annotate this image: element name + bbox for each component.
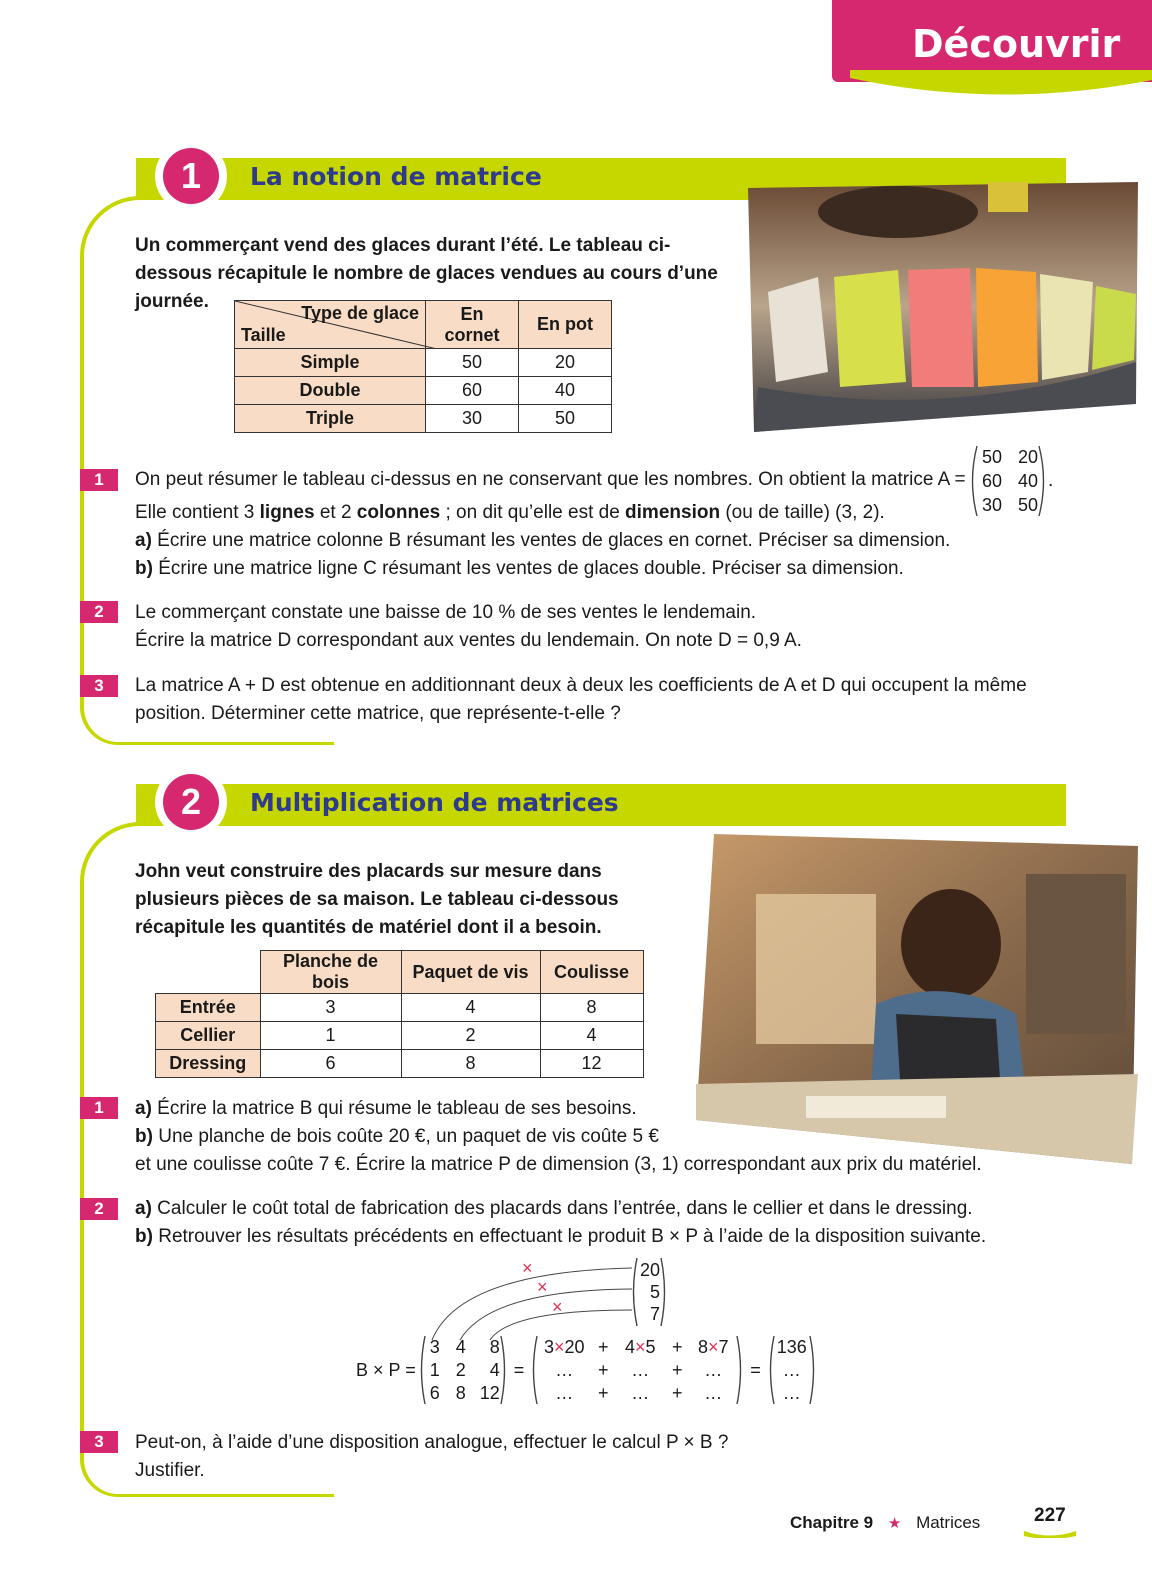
matrix-cell: 1 — [429, 1359, 440, 1380]
table-cell: 6 — [260, 1050, 401, 1078]
table-row — [156, 1022, 644, 1050]
footer-chapter — [790, 1513, 980, 1533]
section1-number-badge — [155, 140, 227, 212]
sub-text: Écrire une matrice ligne C résumant les ventes de glaces double. Préciser sa dimension. — [152, 558, 904, 579]
header-tab-title: Découvrir — [912, 22, 1121, 66]
section2-title: Multiplication de matrices — [250, 788, 619, 817]
empty-corner — [156, 951, 261, 994]
sub-label: b) — [135, 1126, 153, 1147]
s2-q2-b — [135, 1223, 1075, 1251]
chapter-label: Chapitre 9 — [790, 1513, 874, 1532]
equals-sign: = — [750, 1359, 761, 1380]
section2-number-badge — [155, 766, 227, 838]
text-run: (ou de taille) (3, 2). — [720, 502, 885, 523]
table-cell: 4 — [401, 994, 540, 1022]
sub-label: a) — [135, 530, 152, 551]
table-cell: 20 — [519, 349, 612, 377]
row-header: Dressing — [156, 1050, 261, 1078]
table-cell: 12 — [540, 1050, 643, 1078]
times-mark: × — [552, 1297, 563, 1317]
s1-q1-line2 — [135, 499, 1075, 527]
factor: 20 — [564, 1336, 585, 1357]
matrix-left-paren — [767, 1334, 775, 1406]
matrix-right-paren — [500, 1334, 508, 1406]
s1-q2-line1: Le commerçant constate une baisse de 10 % de ses ventes le lendemain. — [135, 602, 757, 623]
s1-q3-text: La matrice A + D est obtenue en additionnant deux à deux les coefficients de A et D qui occupent la même position. Déterminer cette matrice, que représente-t-elle ? — [135, 675, 1027, 724]
question-number: 2 — [80, 601, 118, 623]
product-equation — [356, 1334, 817, 1406]
plus: + — [671, 1336, 683, 1357]
dots: … — [631, 1382, 650, 1403]
page-number: 227 — [1034, 1505, 1066, 1526]
matrix-cell: 30 — [981, 495, 1002, 515]
s2-q2-a — [135, 1195, 1075, 1223]
plus: + — [671, 1382, 683, 1403]
corner-top-label: Type de glace — [301, 303, 419, 323]
table-cell: 50 — [426, 349, 519, 377]
corner-bottom-label: Taille — [241, 325, 286, 345]
question-number: 1 — [80, 469, 118, 491]
section2-number: 2 — [163, 774, 219, 830]
times-mark: × — [707, 1336, 719, 1357]
row-header: Cellier — [156, 1022, 261, 1050]
sub-text: Une planche de bois coûte 20 €, un paquet de vis coûte 5 € — [152, 1126, 659, 1147]
table-corner-cell — [235, 301, 426, 349]
matrix-cell: 40 — [1017, 471, 1038, 491]
matrix-cell: … — [782, 1382, 801, 1403]
s2-q3-line1: Peut-on, à l’aide d’une disposition analogue, effectuer le calcul P × B ? — [135, 1432, 729, 1453]
factor: 4 — [624, 1336, 635, 1357]
product-term — [690, 1336, 736, 1359]
matrix-a: 50 20 60 40 30 50 . — [968, 444, 1053, 518]
sub-text: Écrire la matrice B qui résume le tableau de ses besoins. — [151, 1098, 637, 1119]
question-number: 2 — [80, 1198, 118, 1220]
table-cell: 3 — [260, 994, 401, 1022]
times-mark: × — [634, 1336, 646, 1357]
s2-q1-b — [135, 1123, 1075, 1151]
table-cell: 40 — [519, 377, 612, 405]
plus: + — [597, 1359, 609, 1380]
row-header: Simple — [235, 349, 426, 377]
matrix-cell: 5 — [649, 1282, 660, 1302]
table-cell: 8 — [540, 994, 643, 1022]
table-row — [235, 405, 612, 433]
matrix-left-paren — [630, 1256, 638, 1328]
sub-text: Calculer le coût total de fabrication des placards dans l’entrée, dans le cellier et dans le dressing. — [151, 1198, 973, 1219]
matrix-left-paren — [418, 1334, 426, 1406]
lhs: B × P = — [356, 1359, 416, 1380]
table-row — [156, 994, 644, 1022]
section2-intro: John veut construire des placards sur mesure dans plusieurs pièces de sa maison. Le tableau ci-dessous récapitule les quantités de matériel dont il a besoin. — [135, 861, 619, 938]
dots: … — [631, 1359, 650, 1380]
times-mark: × — [522, 1258, 533, 1278]
times-mark: × — [537, 1277, 548, 1297]
factor: 5 — [645, 1336, 656, 1357]
row-header: Double — [235, 377, 426, 405]
column-header: Paquet de vis — [401, 951, 540, 994]
matrix-left-paren — [530, 1334, 538, 1406]
row-header: Entrée — [156, 994, 261, 1022]
dots: … — [704, 1359, 723, 1380]
text-run: ; on dit qu’elle est de — [440, 502, 626, 523]
b-matrix — [426, 1336, 500, 1405]
text-run-bold: colonnes — [356, 502, 441, 523]
materials-table — [155, 950, 644, 1078]
s2-q3-line2: Justifier. — [135, 1460, 205, 1481]
plus: + — [597, 1382, 609, 1403]
ice-cream-table — [234, 300, 612, 433]
matrix-cell: 3 — [429, 1336, 440, 1357]
product-term — [616, 1336, 664, 1359]
s2-q1-b2: et une coulisse coûte 7 €. Écrire la matrice P de dimension (3, 1) correspondant aux prix du matériel. — [135, 1154, 982, 1175]
matrix-cell: 6 — [429, 1382, 440, 1403]
ice-cream-photo — [748, 182, 1138, 434]
s2-q1-a — [135, 1095, 1075, 1123]
matrix-right-paren — [736, 1334, 744, 1406]
text-run-bold: lignes — [259, 502, 315, 523]
dots: … — [555, 1359, 574, 1380]
equals-sign: = — [513, 1359, 525, 1380]
matrix-cell: 60 — [981, 471, 1002, 491]
s1-q1-b — [135, 555, 1075, 583]
times-mark: × — [553, 1336, 565, 1357]
matrix-cell: 12 — [479, 1382, 500, 1403]
sub-label: a) — [135, 1098, 152, 1119]
table-cell: 30 — [426, 405, 519, 433]
matrix-cell: … — [782, 1359, 801, 1380]
matrix-cell: 4 — [489, 1359, 500, 1380]
question-number: 1 — [80, 1097, 118, 1119]
page-number-underline — [1024, 1528, 1076, 1538]
table-cell: 2 — [401, 1022, 540, 1050]
section1-title: La notion de matrice — [250, 162, 542, 191]
result-matrix — [775, 1336, 809, 1405]
matrix-cell: 2 — [455, 1359, 466, 1380]
matrix-cell: 50 — [1017, 495, 1038, 515]
matrix-cell: 136 — [776, 1336, 807, 1357]
section1-number: 1 — [163, 148, 219, 204]
table-row — [156, 1050, 644, 1078]
table-cell: 1 — [260, 1022, 401, 1050]
header-swoosh — [850, 70, 1152, 104]
table-cell: 50 — [519, 405, 612, 433]
sub-label: a) — [135, 1198, 152, 1219]
product-term — [538, 1336, 590, 1359]
column-header: Coulisse — [540, 951, 643, 994]
table-cell: 8 — [401, 1050, 540, 1078]
matrix-cell: 8 — [489, 1336, 500, 1357]
row-header: Triple — [235, 405, 426, 433]
matrix-right-paren — [660, 1256, 668, 1328]
table-row — [235, 377, 612, 405]
text-run-bold: dimension — [625, 502, 721, 523]
text-run: et 2 — [314, 502, 357, 523]
text-run: Elle contient 3 — [135, 502, 260, 523]
matrix-cell: 20 — [1017, 447, 1038, 467]
table-cell: 4 — [540, 1022, 643, 1050]
question-number: 3 — [80, 1431, 118, 1453]
s1-q1-a — [135, 527, 1075, 555]
p-column-matrix — [630, 1256, 668, 1328]
factor: 7 — [718, 1336, 729, 1357]
matrix-right-paren — [809, 1334, 817, 1406]
plus: + — [597, 1336, 609, 1357]
sub-label: b) — [135, 558, 153, 579]
star-icon: ★ — [887, 1515, 902, 1532]
plus: + — [671, 1359, 683, 1380]
matrix-cell: 4 — [455, 1336, 466, 1357]
matrix-cell: 7 — [649, 1304, 660, 1324]
dots: … — [555, 1382, 574, 1403]
dots: … — [704, 1382, 723, 1403]
matrix-cell: 8 — [455, 1382, 466, 1403]
s1-q1-text: On peut résumer le tableau ci-dessus en ne conservant que les nombres. On obtient la matrice A = — [135, 469, 966, 490]
sub-label: b) — [135, 1226, 153, 1247]
matrix-cell: 20 — [639, 1260, 660, 1280]
expanded-matrix — [538, 1336, 736, 1405]
factor: 3 — [543, 1336, 554, 1357]
s1-q1-line1 — [135, 466, 1075, 494]
sub-text: Retrouver les résultats précédents en effectuant le produit B × P à l’aide de la disposition suivante. — [152, 1226, 987, 1247]
factor: 8 — [697, 1336, 708, 1357]
question-number: 3 — [80, 675, 118, 697]
column-header: En pot — [519, 301, 612, 349]
sub-text: Écrire une matrice colonne B résumant les ventes de glaces en cornet. Préciser sa dimension. — [151, 530, 951, 551]
table-cell: 60 — [426, 377, 519, 405]
matrix-cell: 50 — [981, 447, 1002, 467]
chapter-topic: Matrices — [916, 1513, 981, 1532]
s1-q2-line2: Écrire la matrice D correspondant aux ventes du lendemain. On note D = 0,9 A. — [135, 630, 802, 651]
column-header: Planche de bois — [260, 951, 401, 994]
table-row — [235, 349, 612, 377]
column-header: En cornet — [426, 301, 519, 349]
section1-intro: Un commerçant vend des glaces durant l’été. Le tableau ci-dessous récapitule le nombre de glaces vendues au cours d’une journée. — [135, 235, 718, 312]
